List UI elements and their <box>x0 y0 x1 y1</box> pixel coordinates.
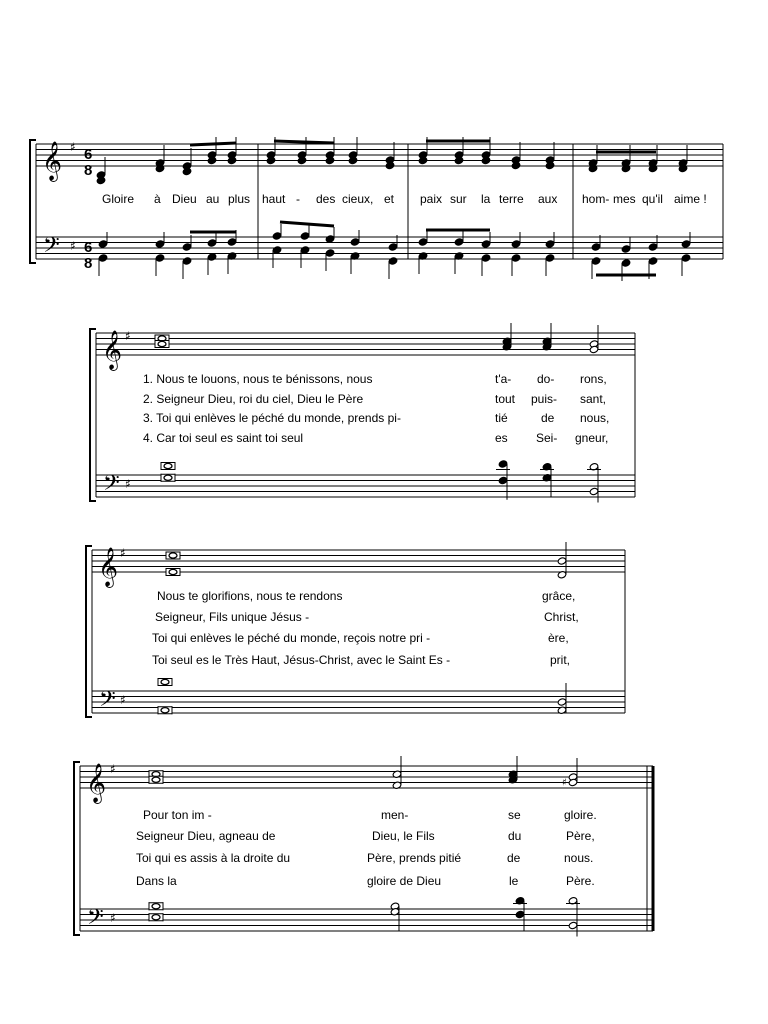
system-bracket <box>86 546 92 717</box>
bass-note <box>648 257 658 265</box>
tenor-note <box>454 238 464 246</box>
note-head <box>557 698 567 706</box>
bass-clef: 𝄢 <box>103 471 120 501</box>
tenor-note <box>325 235 335 243</box>
accidental-sharp: ♯ <box>562 777 567 789</box>
lyric-syllable: aux <box>538 192 558 206</box>
verse-4-syllable: es <box>495 431 508 445</box>
bass-note <box>272 246 282 254</box>
bass-note <box>681 254 691 262</box>
lyric-syllable: cieux, <box>342 192 374 206</box>
verse-4-syllable: gloire de Dieu <box>367 874 442 888</box>
key-signature-sharp: ♯ <box>70 140 76 154</box>
note-head <box>568 921 578 929</box>
tenor-note <box>300 232 310 240</box>
lyric-syllable: paix <box>420 192 443 206</box>
lyric-syllable: hom- <box>582 192 610 206</box>
bass-note <box>511 254 521 262</box>
verse-1-text: 1. Nous te louons, nous te bénissons, nous <box>143 372 373 386</box>
verse-3-syllable: ère, <box>548 631 569 645</box>
verse-1-text: Nous te glorifions, nous te rendons <box>157 589 343 603</box>
bass-note <box>182 257 192 265</box>
verse-1-syllable: men- <box>381 808 409 822</box>
tenor-note <box>155 240 165 248</box>
verse-4-syllable: gneur, <box>575 431 609 445</box>
lyric-syllable: et <box>384 192 395 206</box>
note-beam <box>190 143 236 145</box>
lyric-syllable: - <box>296 192 300 206</box>
note-head <box>498 476 508 484</box>
key-signature-sharp: ♯ <box>120 546 126 560</box>
note-beam <box>280 222 334 226</box>
verse-2-text: 2. Seigneur Dieu, roi du ciel, Dieu le Père <box>143 392 364 406</box>
time-signature-bass-top: 6 <box>84 239 93 256</box>
key-signature-sharp: ♯ <box>110 762 116 776</box>
verse-1-syllable: do- <box>537 372 555 386</box>
tenor-note <box>481 240 491 248</box>
verse-2-syllable: Dieu, le Fils <box>372 829 435 843</box>
lyric-syllable: aime ! <box>674 192 707 206</box>
key-signature-sharp: ♯ <box>110 911 116 925</box>
treble-clef: 𝄞 <box>42 141 63 181</box>
score-drawing <box>30 137 723 937</box>
bass-note <box>388 257 398 265</box>
tenor-note <box>227 238 237 246</box>
note-head <box>557 557 567 565</box>
verse-4-syllable: Sei- <box>536 431 558 445</box>
tenor-note <box>418 238 428 246</box>
verse-2-syllable: du <box>508 829 522 843</box>
lyric-syllable: Dieu <box>172 192 197 206</box>
verse-2-text: Seigneur Dieu, agneau de <box>136 829 276 843</box>
key-signature-sharp: ♯ <box>70 239 76 253</box>
lyric-syllable: qu'il <box>642 192 663 206</box>
verse-2-syllable: puis- <box>531 392 558 406</box>
verse-4-syllable: prit, <box>550 653 571 667</box>
lyric-syllable: au <box>206 192 220 206</box>
verse-1-syllable: grâce, <box>542 589 576 603</box>
verse-3-syllable: tié <box>495 411 508 425</box>
bass-note <box>591 257 601 265</box>
lyric-syllable: à <box>154 192 161 206</box>
verse-4-text: 4. Car toi seul es saint toi seul <box>143 431 304 445</box>
verse-3-syllable: nous, <box>580 411 610 425</box>
verse-2-syllable: Père, <box>566 829 595 843</box>
lyric-syllable: plus <box>228 192 251 206</box>
bass-note <box>481 254 491 262</box>
note-head <box>515 910 525 918</box>
verse-4-syllable: Père. <box>566 874 595 888</box>
verse-2-syllable: sant, <box>580 392 607 406</box>
tenor-note <box>648 243 658 251</box>
verse-3-text: Toi qui enlèves le péché du monde, reçois notre pri - <box>152 631 431 645</box>
verse-1-syllable: gloire. <box>564 808 597 822</box>
verse-3-syllable: de <box>541 411 555 425</box>
note-head <box>589 487 599 495</box>
tenor-note <box>98 240 108 248</box>
tenor-note <box>388 243 398 251</box>
bass-note <box>207 253 217 261</box>
tenor-note <box>681 240 691 248</box>
verse-4-text: Dans la <box>136 874 177 888</box>
system-bracket <box>74 762 80 935</box>
bass-clef: 𝄢 <box>43 233 60 263</box>
time-signature-treble-bottom: 8 <box>84 162 93 179</box>
verse-1-syllable: se <box>508 808 521 822</box>
tenor-note <box>350 238 360 246</box>
lyric-syllable: sur <box>450 192 467 206</box>
tenor-note <box>272 232 282 240</box>
system-bracket <box>90 329 96 501</box>
system-bracket <box>30 140 36 263</box>
treble-clef: 𝄞 <box>98 547 119 587</box>
verse-4-text: Toi seul es le Très Haut, Jésus-Christ, avec le Saint Es - <box>152 653 451 667</box>
verse-2-syllable: Christ, <box>544 610 579 624</box>
verse-3-syllable: de <box>507 851 521 865</box>
time-signature-bass-bottom: 8 <box>84 255 93 272</box>
verse-3-text: Toi qui es assis à la droite du <box>136 851 291 865</box>
verse-3-syllable: nous. <box>564 851 594 865</box>
bass-note <box>545 254 555 262</box>
treble-clef: 𝄞 <box>86 763 107 803</box>
lyric-syllable: Gloire <box>102 192 135 206</box>
bass-note <box>621 259 631 267</box>
lyric-syllable: mes <box>613 192 636 206</box>
treble-clef: 𝄞 <box>102 330 123 370</box>
tenor-note <box>591 243 601 251</box>
bass-note <box>325 249 335 257</box>
bass-note <box>155 254 165 262</box>
verse-3-text: 3. Toi qui enlèves le péché du monde, prends pi- <box>143 411 401 425</box>
time-signature-treble-top: 6 <box>84 146 93 163</box>
tenor-note <box>511 240 521 248</box>
key-signature-sharp: ♯ <box>120 693 126 707</box>
verse-1-syllable: rons, <box>580 372 607 386</box>
tenor-note <box>621 245 631 253</box>
verse-3-syllable: Père, prends pitié <box>367 851 462 865</box>
tenor-note <box>545 240 555 248</box>
lyric-syllable: terre <box>499 192 524 206</box>
tenor-note <box>182 243 192 251</box>
bass-note <box>300 246 310 254</box>
lyric-syllable: haut <box>262 192 286 206</box>
key-signature-sharp: ♯ <box>125 329 131 343</box>
tenor-note <box>207 239 217 247</box>
note-beam <box>274 141 334 143</box>
note-head <box>498 460 508 468</box>
verse-2-text: Seigneur, Fils unique Jésus - <box>155 610 310 624</box>
verse-2-syllable: tout <box>495 392 516 406</box>
verse-1-syllable: t'a- <box>495 372 512 386</box>
lyric-syllable: la <box>481 192 491 206</box>
bass-clef: 𝄢 <box>99 687 116 717</box>
verse-1-text: Pour ton im - <box>143 808 212 822</box>
bass-clef: 𝄢 <box>87 905 104 935</box>
verse-4-syllable: le <box>509 874 519 888</box>
lyric-syllable: des <box>316 192 336 206</box>
key-signature-sharp: ♯ <box>125 477 131 491</box>
bass-note <box>98 254 108 262</box>
